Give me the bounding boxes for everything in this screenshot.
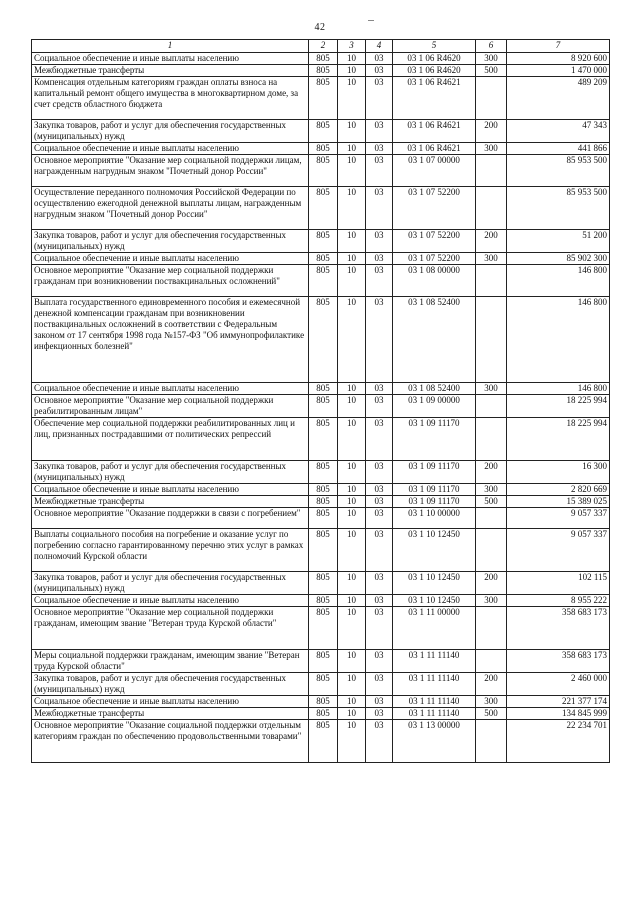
row-subsection-cell: 03	[366, 461, 393, 484]
row-target-article-cell: 03 1 06 R4621	[393, 77, 476, 120]
table-row	[32, 461, 610, 484]
row-subsection-cell: 03	[366, 696, 393, 708]
row-subsection-cell: 03	[366, 383, 393, 395]
row-target-article-cell: 03 1 07 00000	[393, 155, 476, 187]
table-row	[32, 484, 610, 496]
table-row	[32, 650, 610, 673]
row-ministry-cell: 805	[309, 496, 338, 508]
row-expense-type-cell: 200	[476, 120, 507, 143]
row-amount-cell: 441 866	[507, 143, 610, 155]
row-amount-cell: 9 057 337	[507, 529, 610, 572]
row-expense-type-cell	[476, 650, 507, 673]
row-section-cell: 10	[338, 53, 366, 65]
row-name-cell: Обеспечение мер социальной поддержки реабилитированных лиц и лиц, признанных пострадавшими от политических репрессий	[32, 418, 309, 461]
row-section-cell: 10	[338, 696, 366, 708]
row-section-cell: 10	[338, 253, 366, 265]
row-subsection-cell: 03	[366, 265, 393, 297]
row-section-cell: 10	[338, 673, 366, 696]
row-expense-type-cell: 300	[476, 143, 507, 155]
row-ministry-cell: 805	[309, 708, 338, 720]
table-row	[32, 673, 610, 696]
row-name-cell: Закупка товаров, работ и услуг для обеспечения государственных (муниципальных) нужд	[32, 673, 309, 696]
row-ministry-cell: 805	[309, 383, 338, 395]
table-row	[32, 696, 610, 708]
row-amount-cell: 8 920 600	[507, 53, 610, 65]
row-amount-cell: 18 225 994	[507, 395, 610, 418]
scan-mark	[368, 20, 374, 21]
row-name-cell: Основное мероприятие "Оказание мер социальной поддержки гражданам при возникновении поствакцинальных осложнений"	[32, 265, 309, 297]
row-expense-type-cell: 300	[476, 383, 507, 395]
row-amount-cell: 134 845 999	[507, 708, 610, 720]
row-expense-type-cell: 300	[476, 484, 507, 496]
row-subsection-cell: 03	[366, 230, 393, 253]
row-section-cell: 10	[338, 461, 366, 484]
table-row	[32, 155, 610, 187]
row-ministry-cell: 805	[309, 461, 338, 484]
row-ministry-cell: 805	[309, 572, 338, 595]
row-amount-cell: 16 300	[507, 461, 610, 484]
row-target-article-cell: 03 1 06 R4621	[393, 120, 476, 143]
row-subsection-cell: 03	[366, 529, 393, 572]
row-expense-type-cell: 300	[476, 253, 507, 265]
row-subsection-cell: 03	[366, 720, 393, 763]
row-subsection-cell: 03	[366, 65, 393, 77]
row-amount-cell: 15 389 025	[507, 496, 610, 508]
row-name-cell: Закупка товаров, работ и услуг для обеспечения государственных (муниципальных) нужд	[32, 461, 309, 484]
row-name-cell: Социальное обеспечение и иные выплаты населению	[32, 696, 309, 708]
row-name-cell: Социальное обеспечение и иные выплаты населению	[32, 484, 309, 496]
row-target-article-cell: 03 1 06 R4620	[393, 53, 476, 65]
row-expense-type-cell: 300	[476, 696, 507, 708]
row-section-cell: 10	[338, 65, 366, 77]
budget-table	[31, 39, 610, 763]
row-ministry-cell: 805	[309, 53, 338, 65]
row-amount-cell: 102 115	[507, 572, 610, 595]
row-expense-type-cell	[476, 418, 507, 461]
row-subsection-cell: 03	[366, 143, 393, 155]
header-cell-expense-type: 6	[476, 40, 507, 53]
row-amount-cell: 85 902 300	[507, 253, 610, 265]
header-cell-amount: 7	[507, 40, 610, 53]
row-amount-cell: 85 953 500	[507, 187, 610, 230]
row-amount-cell: 2 820 669	[507, 484, 610, 496]
row-section-cell: 10	[338, 720, 366, 763]
row-amount-cell: 358 683 173	[507, 650, 610, 673]
row-expense-type-cell	[476, 297, 507, 383]
row-expense-type-cell	[476, 508, 507, 529]
row-ministry-cell: 805	[309, 120, 338, 143]
row-subsection-cell: 03	[366, 484, 393, 496]
header-cell-subsection: 4	[366, 40, 393, 53]
row-ministry-cell: 805	[309, 187, 338, 230]
row-amount-cell: 2 460 000	[507, 673, 610, 696]
row-name-cell: Социальное обеспечение и иные выплаты населению	[32, 383, 309, 395]
row-amount-cell: 9 057 337	[507, 508, 610, 529]
row-expense-type-cell: 300	[476, 595, 507, 607]
row-amount-cell: 85 953 500	[507, 155, 610, 187]
table-row	[32, 595, 610, 607]
table-row	[32, 143, 610, 155]
row-amount-cell: 221 377 174	[507, 696, 610, 708]
row-target-article-cell: 03 1 07 52200	[393, 187, 476, 230]
row-section-cell: 10	[338, 484, 366, 496]
row-amount-cell: 51 200	[507, 230, 610, 253]
row-ministry-cell: 805	[309, 65, 338, 77]
row-ministry-cell: 805	[309, 143, 338, 155]
row-subsection-cell: 03	[366, 120, 393, 143]
row-section-cell: 10	[338, 230, 366, 253]
row-ministry-cell: 805	[309, 673, 338, 696]
row-name-cell: Основное мероприятие "Оказание поддержки в связи с погребением"	[32, 508, 309, 529]
row-target-article-cell: 03 1 11 00000	[393, 607, 476, 650]
row-target-article-cell: 03 1 10 12450	[393, 572, 476, 595]
row-subsection-cell: 03	[366, 508, 393, 529]
row-amount-cell: 146 800	[507, 265, 610, 297]
row-target-article-cell: 03 1 11 11140	[393, 696, 476, 708]
row-section-cell: 10	[338, 708, 366, 720]
row-expense-type-cell: 500	[476, 65, 507, 77]
row-amount-cell: 489 209	[507, 77, 610, 120]
row-subsection-cell: 03	[366, 155, 393, 187]
row-target-article-cell: 03 1 09 11170	[393, 461, 476, 484]
row-name-cell: Компенсация отдельным категориям граждан оплаты взноса на капитальный ремонт общего имущества в многоквартирном доме, за счет средств областного бюджета	[32, 77, 309, 120]
row-expense-type-cell	[476, 77, 507, 120]
row-section-cell: 10	[338, 607, 366, 650]
header-cell-name: 1	[32, 40, 309, 53]
row-target-article-cell: 03 1 10 00000	[393, 508, 476, 529]
table-row	[32, 529, 610, 572]
row-subsection-cell: 03	[366, 187, 393, 230]
row-section-cell: 10	[338, 395, 366, 418]
row-target-article-cell: 03 1 08 00000	[393, 265, 476, 297]
table-row	[32, 508, 610, 529]
row-amount-cell: 47 343	[507, 120, 610, 143]
row-amount-cell: 146 800	[507, 383, 610, 395]
row-name-cell: Основное мероприятие "Оказание социальной поддержки отдельным категориям граждан по обеспечению продовольственными товарами"	[32, 720, 309, 763]
row-ministry-cell: 805	[309, 297, 338, 383]
row-ministry-cell: 805	[309, 265, 338, 297]
row-name-cell: Закупка товаров, работ и услуг для обеспечения государственных (муниципальных) нужд	[32, 120, 309, 143]
header-cell-ministry: 2	[309, 40, 338, 53]
row-target-article-cell: 03 1 06 R4620	[393, 65, 476, 77]
row-expense-type-cell	[476, 720, 507, 763]
row-expense-type-cell	[476, 395, 507, 418]
row-expense-type-cell: 200	[476, 230, 507, 253]
row-ministry-cell: 805	[309, 696, 338, 708]
row-ministry-cell: 805	[309, 720, 338, 763]
row-expense-type-cell: 200	[476, 673, 507, 696]
row-section-cell: 10	[338, 383, 366, 395]
row-target-article-cell: 03 1 09 11170	[393, 418, 476, 461]
row-expense-type-cell	[476, 155, 507, 187]
row-name-cell: Межбюджетные трансферты	[32, 65, 309, 77]
row-ministry-cell: 805	[309, 484, 338, 496]
header-row	[32, 40, 610, 53]
row-name-cell: Социальное обеспечение и иные выплаты населению	[32, 253, 309, 265]
row-subsection-cell: 03	[366, 708, 393, 720]
row-target-article-cell: 03 1 06 R4621	[393, 143, 476, 155]
row-target-article-cell: 03 1 09 00000	[393, 395, 476, 418]
row-target-article-cell: 03 1 10 12450	[393, 529, 476, 572]
row-section-cell: 10	[338, 572, 366, 595]
row-subsection-cell: 03	[366, 77, 393, 120]
row-subsection-cell: 03	[366, 572, 393, 595]
row-name-cell: Межбюджетные трансферты	[32, 708, 309, 720]
row-name-cell: Меры социальной поддержки гражданам, имеющим звание "Ветеран труда Курской области"	[32, 650, 309, 673]
row-expense-type-cell	[476, 529, 507, 572]
row-section-cell: 10	[338, 265, 366, 297]
row-target-article-cell: 03 1 11 11140	[393, 708, 476, 720]
row-expense-type-cell: 500	[476, 496, 507, 508]
row-target-article-cell: 03 1 13 00000	[393, 720, 476, 763]
row-subsection-cell: 03	[366, 496, 393, 508]
row-subsection-cell: 03	[366, 418, 393, 461]
row-ministry-cell: 805	[309, 529, 338, 572]
table-row	[32, 572, 610, 595]
row-name-cell: Социальное обеспечение и иные выплаты населению	[32, 143, 309, 155]
row-expense-type-cell	[476, 187, 507, 230]
table-row	[32, 418, 610, 461]
row-expense-type-cell: 500	[476, 708, 507, 720]
header-cell-section: 3	[338, 40, 366, 53]
table-row	[32, 383, 610, 395]
row-section-cell: 10	[338, 418, 366, 461]
table-row	[32, 395, 610, 418]
row-target-article-cell: 03 1 07 52200	[393, 253, 476, 265]
header-cell-target-article: 5	[393, 40, 476, 53]
row-ministry-cell: 805	[309, 395, 338, 418]
row-target-article-cell: 03 1 10 12450	[393, 595, 476, 607]
row-target-article-cell: 03 1 11 11140	[393, 650, 476, 673]
table-row	[32, 187, 610, 230]
row-target-article-cell: 03 1 08 52400	[393, 383, 476, 395]
row-name-cell: Выплата государственного единовременного пособия и ежемесячной денежной компенсации гражданам при возникновении поствакцинальных осложнений в соответствии с Федеральным законом от 17 сентября 1998 года №157-ФЗ "Об иммунопрофилактике инфекционных болезней"	[32, 297, 309, 383]
row-subsection-cell: 03	[366, 595, 393, 607]
table-row	[32, 120, 610, 143]
row-amount-cell: 22 234 701	[507, 720, 610, 763]
row-ministry-cell: 805	[309, 77, 338, 120]
row-target-article-cell: 03 1 09 11170	[393, 484, 476, 496]
table-row	[32, 65, 610, 77]
row-name-cell: Закупка товаров, работ и услуг для обеспечения государственных (муниципальных) нужд	[32, 572, 309, 595]
row-expense-type-cell: 300	[476, 53, 507, 65]
table-row	[32, 230, 610, 253]
row-name-cell: Социальное обеспечение и иные выплаты населению	[32, 53, 309, 65]
table-row	[32, 77, 610, 120]
row-section-cell: 10	[338, 496, 366, 508]
row-name-cell: Межбюджетные трансферты	[32, 496, 309, 508]
row-section-cell: 10	[338, 143, 366, 155]
row-section-cell: 10	[338, 595, 366, 607]
row-ministry-cell: 805	[309, 508, 338, 529]
row-section-cell: 10	[338, 297, 366, 383]
row-subsection-cell: 03	[366, 53, 393, 65]
row-subsection-cell: 03	[366, 253, 393, 265]
row-expense-type-cell	[476, 265, 507, 297]
row-amount-cell: 146 800	[507, 297, 610, 383]
row-expense-type-cell: 200	[476, 572, 507, 595]
row-ministry-cell: 805	[309, 155, 338, 187]
row-name-cell: Основное мероприятие "Оказание мер социальной поддержки реабилитированным лицам"	[32, 395, 309, 418]
table-row	[32, 265, 610, 297]
row-ministry-cell: 805	[309, 595, 338, 607]
row-name-cell: Выплаты социального пособия на погребение и оказание услуг по погребению согласно гарантированному перечню этих услуг в рамках полномочий Курской области	[32, 529, 309, 572]
row-amount-cell: 1 470 000	[507, 65, 610, 77]
table-row	[32, 720, 610, 763]
row-section-cell: 10	[338, 529, 366, 572]
row-target-article-cell: 03 1 07 52200	[393, 230, 476, 253]
row-name-cell: Закупка товаров, работ и услуг для обеспечения государственных (муниципальных) нужд	[32, 230, 309, 253]
row-ministry-cell: 805	[309, 418, 338, 461]
row-section-cell: 10	[338, 650, 366, 673]
row-subsection-cell: 03	[366, 673, 393, 696]
row-name-cell: Осуществление переданного полномочия Российской Федерации по осуществлению ежегодной денежной выплаты лицам, награжденным нагрудным знаком "Почетный донор России"	[32, 187, 309, 230]
row-section-cell: 10	[338, 77, 366, 120]
row-section-cell: 10	[338, 155, 366, 187]
row-name-cell: Основное мероприятие "Оказание мер социальной поддержки лицам, награжденным нагрудным знаком "Почетный донор России"	[32, 155, 309, 187]
row-expense-type-cell: 200	[476, 461, 507, 484]
table-row	[32, 297, 610, 383]
row-ministry-cell: 805	[309, 253, 338, 265]
row-name-cell: Основное мероприятие "Оказание мер социальной поддержки гражданам, имеющим звание "Ветеран труда Курской области"	[32, 607, 309, 650]
row-amount-cell: 358 683 173	[507, 607, 610, 650]
row-target-article-cell: 03 1 09 11170	[393, 496, 476, 508]
row-amount-cell: 18 225 994	[507, 418, 610, 461]
row-ministry-cell: 805	[309, 607, 338, 650]
row-section-cell: 10	[338, 120, 366, 143]
row-subsection-cell: 03	[366, 607, 393, 650]
row-section-cell: 10	[338, 187, 366, 230]
table-row	[32, 496, 610, 508]
table-row	[32, 607, 610, 650]
table-row	[32, 53, 610, 65]
page-number: 42	[314, 22, 326, 33]
row-section-cell: 10	[338, 508, 366, 529]
table-row	[32, 708, 610, 720]
row-subsection-cell: 03	[366, 395, 393, 418]
row-expense-type-cell	[476, 607, 507, 650]
row-ministry-cell: 805	[309, 230, 338, 253]
row-amount-cell: 8 955 222	[507, 595, 610, 607]
row-name-cell: Социальное обеспечение и иные выплаты населению	[32, 595, 309, 607]
row-subsection-cell: 03	[366, 297, 393, 383]
table-row	[32, 253, 610, 265]
row-target-article-cell: 03 1 11 11140	[393, 673, 476, 696]
row-target-article-cell: 03 1 08 52400	[393, 297, 476, 383]
row-ministry-cell: 805	[309, 650, 338, 673]
row-subsection-cell: 03	[366, 650, 393, 673]
